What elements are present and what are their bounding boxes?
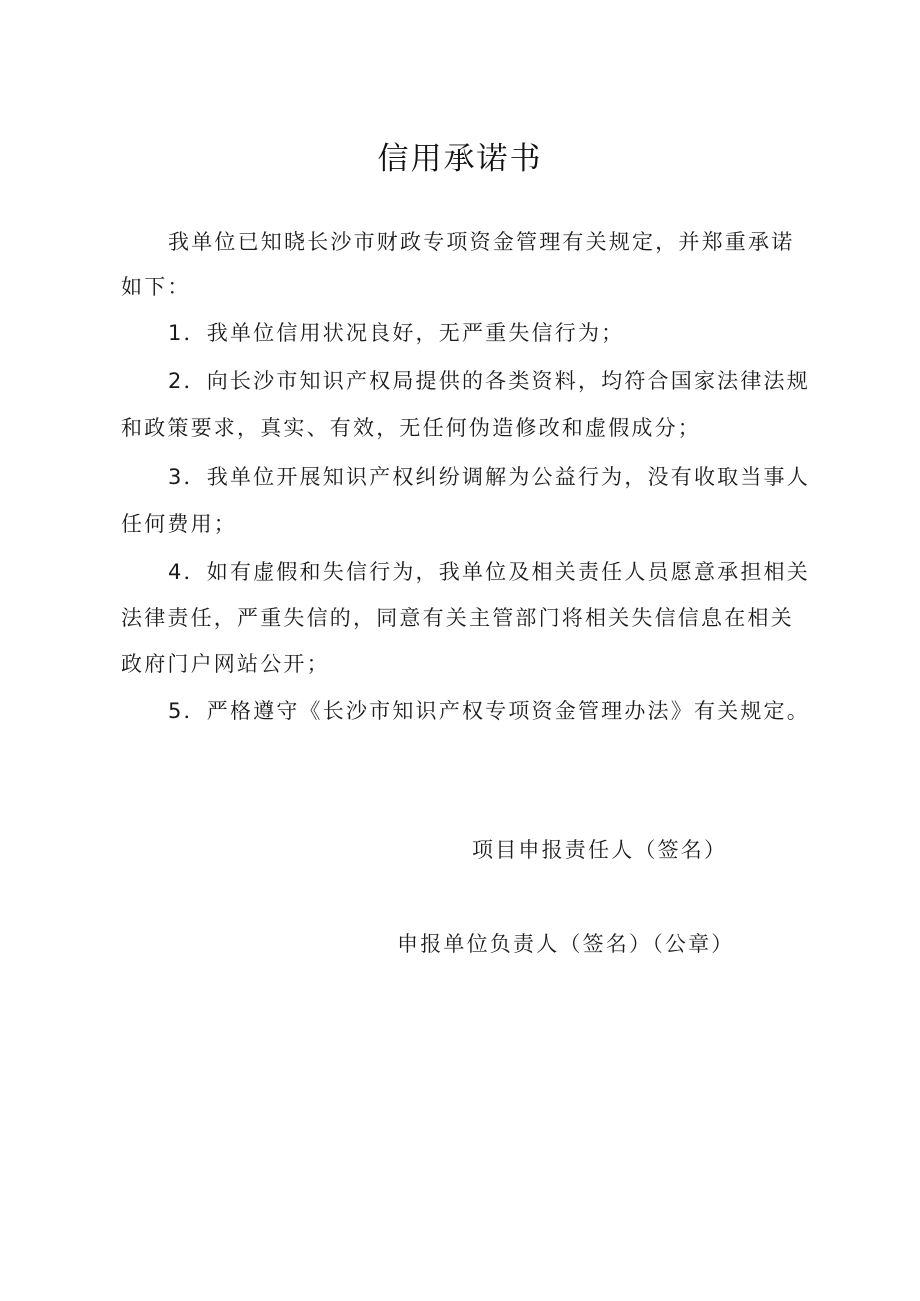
item-4-line-3: 政府门户网站公开； — [121, 652, 330, 676]
item-4-line-1: 4．如有虚假和失信行为，我单位及相关责任人员愿意承担相关 — [168, 560, 810, 584]
intro-line-1: 我单位已知晓长沙市财政专项资金管理有关规定，并郑重承诺 — [168, 230, 795, 254]
item-4-line-2: 法律责任，严重失信的，同意有关主管部门将相关失信信息在相关 — [121, 606, 794, 630]
signature-unit-leader: 申报单位负责人（签名）（公章） — [397, 932, 735, 956]
item-2-line-1: 2．向长沙市知识产权局提供的各类资料，均符合国家法律法规 — [168, 369, 810, 393]
signature-project-responsible: 项目申报责任人（签名） — [472, 838, 728, 862]
item-2-line-2: 和政策要求，真实、有效，无任何伪造修改和虚假成分； — [121, 416, 701, 440]
intro-line-2: 如下： — [121, 275, 191, 299]
item-1-line-1: 1．我单位信用状况良好，无严重失信行为； — [168, 321, 625, 345]
document-title: 信用承诺书 — [377, 141, 543, 177]
item-3-line-2: 任何费用； — [121, 512, 237, 536]
item-3-line-1: 3．我单位开展知识产权纠纷调解为公益行为，没有收取当事人 — [168, 465, 810, 489]
item-5-line-1: 5．严格遵守《长沙市知识产权专项资金管理办法》有关规定。 — [168, 699, 810, 723]
